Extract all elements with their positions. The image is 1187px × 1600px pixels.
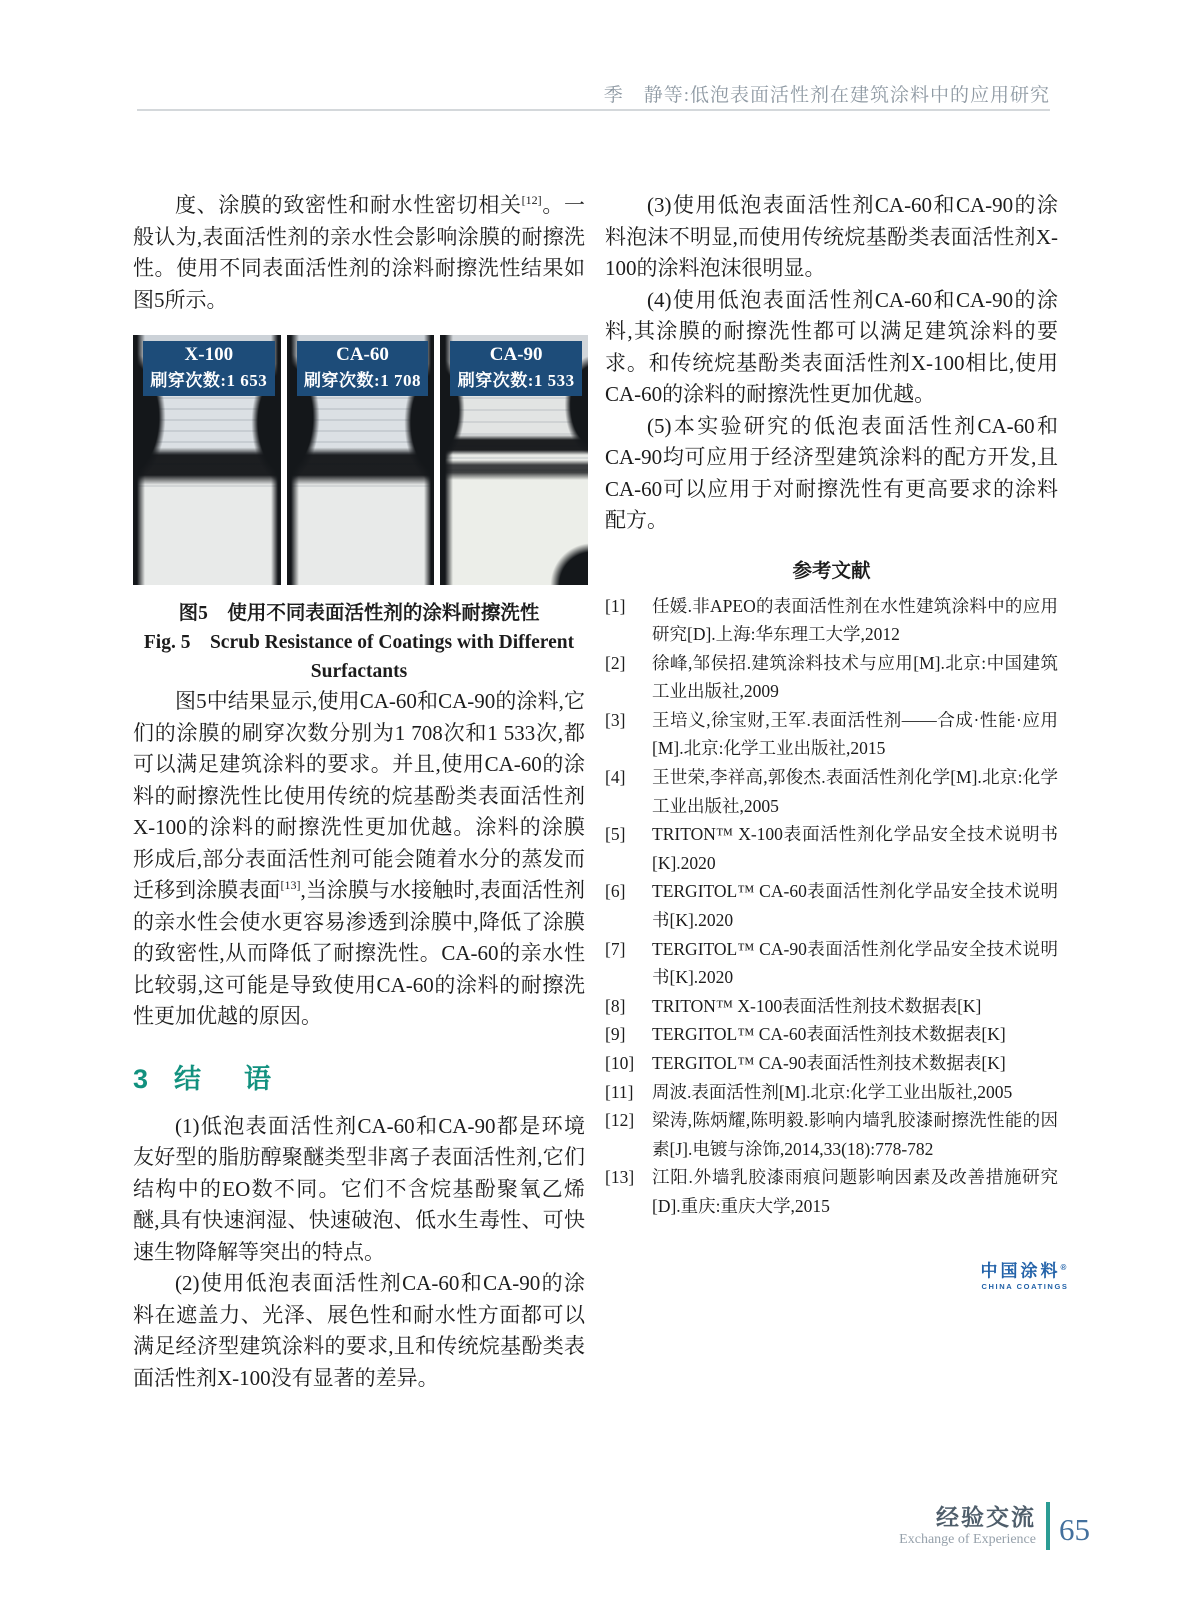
right-column <box>605 190 1058 1221</box>
paragraph-figure-discussion <box>133 686 585 1033</box>
reference-number: [6] <box>605 881 626 902</box>
reference-item <box>605 935 1058 992</box>
reference-number: [7] <box>605 938 626 959</box>
scrub-photo-x100 <box>133 335 281 585</box>
reference-number: [2] <box>605 652 626 673</box>
scrub-count: 刷穿次数:1 708 <box>304 371 421 390</box>
photo-label-band <box>143 341 275 396</box>
registered-mark: ® <box>1060 1263 1070 1272</box>
citation-superscript: [12] <box>521 193 542 207</box>
reference-item <box>605 820 1058 877</box>
reference-text: TRITON™ X-100表面活性剂技术数据表[K] <box>652 995 982 1016</box>
references-heading: 参考文献 <box>792 560 871 582</box>
running-head: 季 静等:低泡表面活性剂在建筑涂料中的应用研究 <box>603 85 1050 106</box>
section-number: 3 <box>133 1063 149 1094</box>
scrub-count: 刷穿次数:1 533 <box>457 371 575 390</box>
paragraph-text: 图5中结果显示,使用CA-60和CA-90的涂料,它们的涂膜的刷穿次数分别为1 708次和1 533次,都可以满足建筑涂料的要求。并且,使用CA-60的涂料的耐擦洗性比使用传统的烷基酚类表面活性剂X-100的涂料的耐擦洗性更加优越。涂料的涂膜形成后,部分表面活性剂可能会随着水分的蒸发而迁移到涂膜表面 <box>133 689 585 902</box>
citation-superscript: [13] <box>280 878 301 892</box>
reference-number: [12] <box>605 1110 635 1131</box>
reference-text: 梁涛,陈炳耀,陈明毅.影响内墙乳胶漆耐擦洗性能的因素[J].电镀与涂饰,2014,33(18):778-782 <box>652 1110 1058 1159</box>
reference-number: [4] <box>605 767 626 788</box>
surfactant-name: X-100 <box>184 344 234 365</box>
reference-number: [3] <box>605 709 626 730</box>
paragraph-text: 度、涂膜的致密性和耐水性密切相关 <box>175 193 522 217</box>
page-footer <box>790 1498 1090 1554</box>
paragraph-text: 。一般认为,表面活性剂的亲水性会影响涂膜的耐擦洗性。使用不同表面活性剂的涂料耐擦洗性结果如图5所示。 <box>133 193 586 312</box>
figure-photo-row <box>133 335 588 585</box>
reference-item <box>605 763 1058 820</box>
paragraph-text: ,当涂膜与水接触时,表面活性剂的亲水性会使水更容易渗透到涂膜中,降低了涂膜的致密性,从而降低了耐擦洗性。CA-60的亲水性比较弱,这可能是导致使用CA-60的涂料的耐擦洗性更加优越的原因。 <box>133 878 585 1028</box>
reference-item <box>605 1163 1058 1220</box>
surfactant-name: CA-90 <box>489 344 543 365</box>
scrub-photo-ca90 <box>440 335 588 585</box>
reference-text: TERGITOL™ CA-90表面活性剂技术数据表[K] <box>652 1053 1006 1073</box>
reference-item <box>605 1049 1058 1078</box>
figure-caption-en-line1: Fig. 5 Scrub Resistance of Coatings with Different <box>143 632 575 653</box>
logo-text-en: CHINA COATINGS <box>981 1281 1069 1291</box>
footer-divider-bar <box>1046 1502 1050 1550</box>
section-title: 结 语 <box>174 1063 280 1094</box>
reference-number: [13] <box>605 1167 635 1188</box>
reference-item <box>605 877 1058 934</box>
footer-section-labels <box>899 1504 1036 1549</box>
reference-number: [5] <box>605 824 626 845</box>
left-column <box>133 190 585 1394</box>
reference-item <box>605 1078 1058 1107</box>
conclusion-item-4: (4)使用低泡表面活性剂CA-60和CA-90的涂料,其涂膜的耐擦洗性都可以满足建筑涂料的要求。和传统烷基酚类表面活性剂X-100相比,使用CA-60的涂料的耐擦洗性更加优越。 <box>605 287 1058 406</box>
figure-5 <box>133 335 585 686</box>
reference-item <box>605 706 1058 763</box>
footer-section-en: Exchange of Experience <box>899 1531 1036 1547</box>
reference-item <box>605 649 1058 706</box>
conclusion-item-5: (5)本实验研究的低泡表面活性剂CA-60和CA-90均可应用于经济型建筑涂料的配方开发,且CA-60可以应用于对耐擦洗性有更高要求的涂料配方。 <box>605 413 1058 532</box>
figure-caption-zh: 图5 使用不同表面活性剂的涂料耐擦洗性 <box>178 603 540 624</box>
reference-text: TERGITOL™ CA-60表面活性剂技术数据表[K] <box>652 1024 1006 1045</box>
reference-text: TERGITOL™ CA-60表面活性剂化学品安全技术说明书[K].2020 <box>652 881 1058 931</box>
reference-text: 王世荣,李祥高,郭俊杰.表面活性剂化学[M].北京:化学工业出版社,2005 <box>652 767 1058 816</box>
logo-zh-text: 中国涂料 <box>980 1261 1061 1281</box>
reference-number: [9] <box>605 1024 626 1045</box>
reference-text: 徐峰,邹侯招.建筑涂料技术与应用[M].北京:中国建筑工业出版社,2009 <box>652 652 1058 702</box>
reference-text: 任媛.非APEO的表面活性剂在水性建筑涂料中的应用研究[D].上海:华东理工大学,2012 <box>652 595 1058 645</box>
reference-number: [10] <box>605 1053 635 1073</box>
page-number: 65 <box>1059 1512 1090 1547</box>
reference-number: [11] <box>605 1081 634 1102</box>
conclusion-item-3: (3)使用低泡表面活性剂CA-60和CA-90的涂料泡沫不明显,而使用传统烷基酚类表面活性剂X-100的涂料泡沫很明显。 <box>605 193 1058 280</box>
scrub-photo-ca60 <box>287 335 435 585</box>
reference-item <box>605 1106 1058 1163</box>
photo-label-band <box>297 341 429 396</box>
header-rule <box>137 109 1050 111</box>
china-coatings-logo <box>975 1258 1075 1292</box>
reference-text: 周波.表面活性剂[M].北京:化学工业出版社,2005 <box>652 1081 1013 1102</box>
reference-item <box>605 992 1058 1021</box>
logo-text-zh <box>975 1258 1075 1282</box>
footer-section-zh: 经验交流 <box>936 1503 1036 1530</box>
paragraph-scrub-intro <box>133 190 585 316</box>
reference-item <box>605 1020 1058 1049</box>
figure-caption-en-line2: Surfactants <box>310 661 408 682</box>
reference-text: TRITON™ X-100表面活性剂化学品安全技术说明书[K].2020 <box>652 824 1058 873</box>
reference-number: [1] <box>605 595 626 616</box>
reference-item <box>605 592 1058 649</box>
scrub-count: 刷穿次数:1 653 <box>150 371 268 390</box>
reference-text: TERGITOL™ CA-90表面活性剂化学品安全技术说明书[K].2020 <box>652 938 1058 988</box>
reference-text: 王培义,徐宝财,王军.表面活性剂——合成·性能·应用[M].北京:化学工业出版社,2015 <box>652 709 1058 759</box>
section-heading-conclusion <box>133 1061 585 1097</box>
conclusion-item-1: (1)低泡表面活性剂CA-60和CA-90都是环境友好型的脂肪醇聚醚类型非离子表面活性剂,它们结构中的EO数不同。它们不含烷基酚聚氧乙烯醚,具有快速润湿、快速破泡、低水生毒性、可快速生物降解等突出的特点。 <box>133 1113 585 1264</box>
photo-label-band <box>450 341 582 396</box>
conclusion-item-2: (2)使用低泡表面活性剂CA-60和CA-90的涂料在遮盖力、光泽、展色性和耐水性方面都可以满足经济型建筑涂料的要求,且和传统烷基酚类表面活性剂X-100没有显著的差异。 <box>133 1271 585 1390</box>
surfactant-name: CA-60 <box>336 344 389 365</box>
reference-number: [8] <box>605 995 626 1016</box>
reference-text: 江阳.外墙乳胶漆雨痕问题影响因素及改善措施研究[D].重庆:重庆大学,2015 <box>652 1167 1058 1216</box>
